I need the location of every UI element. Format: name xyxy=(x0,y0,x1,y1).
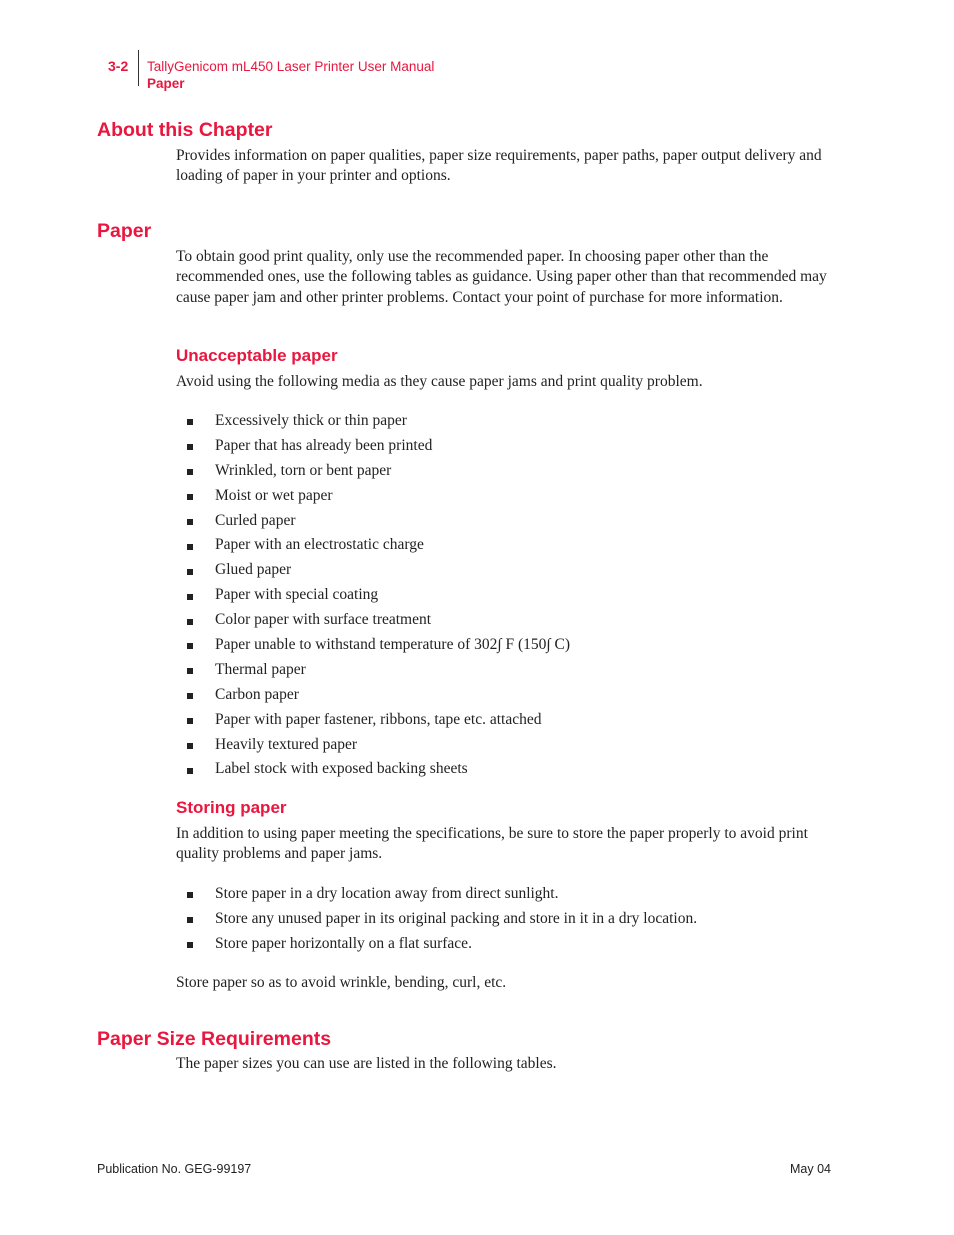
bullet-square-icon xyxy=(187,569,193,575)
paper-size-requirements-text: The paper sizes you can use are listed in the following tables. xyxy=(176,1055,557,1072)
list-item: Paper unable to withstand temperature of 302∫ F (150∫ C) xyxy=(176,633,570,658)
running-section-title: Paper xyxy=(147,76,185,91)
list-item: Wrinkled, torn or bent paper xyxy=(176,459,570,484)
bullet-square-icon xyxy=(187,494,193,500)
storing-paper-closing: Store paper so as to avoid wrinkle, bending, curl, etc. xyxy=(176,974,507,991)
bullet-square-icon xyxy=(187,743,193,749)
list-item: Label stock with exposed backing sheets xyxy=(176,757,570,782)
unacceptable-paper-list xyxy=(176,409,570,782)
bullet-square-icon xyxy=(187,917,193,923)
bullet-square-icon xyxy=(187,519,193,525)
publication-date: May 04 xyxy=(790,1162,831,1176)
bullet-square-icon xyxy=(187,718,193,724)
list-item: Heavily textured paper xyxy=(176,733,570,758)
bullet-square-icon xyxy=(187,444,193,450)
bullet-square-icon xyxy=(187,469,193,475)
about-chapter-heading: About this Chapter xyxy=(97,119,273,141)
list-item: Moist or wet paper xyxy=(176,484,570,509)
manual-title: TallyGenicom mL450 Laser Printer User Manual xyxy=(147,59,435,74)
list-item: Glued paper xyxy=(176,558,570,583)
unacceptable-paper-intro: Avoid using the following media as they cause paper jams and print quality problem. xyxy=(176,373,703,390)
about-chapter-text: Provides information on paper qualities, paper size requirements, paper paths, paper output delivery and loading of paper in your printer and options. xyxy=(176,147,822,185)
list-item: Curled paper xyxy=(176,509,570,534)
storing-paper-list xyxy=(176,881,697,956)
bullet-square-icon xyxy=(187,619,193,625)
list-item: Thermal paper xyxy=(176,658,570,683)
page-number: 3-2 xyxy=(108,58,129,74)
list-item: Carbon paper xyxy=(176,683,570,708)
bullet-square-icon xyxy=(187,942,193,948)
bullet-square-icon xyxy=(187,643,193,649)
bullet-square-icon xyxy=(187,693,193,699)
bullet-square-icon xyxy=(187,892,193,898)
list-item: Store any unused paper in its original packing and store in it in a dry location. xyxy=(176,906,697,931)
storing-paper-heading: Storing paper xyxy=(176,798,287,817)
list-item: Paper that has already been printed xyxy=(176,434,570,459)
paper-text: To obtain good print quality, only use the recommended paper. In choosing paper other than the recommended ones, use the following tables as guidance. Using paper other than that recommended may cause paper jam and other printer problems. Contact your point of purchase for more information. xyxy=(176,248,827,306)
list-item: Excessively thick or thin paper xyxy=(176,409,570,434)
unacceptable-paper-heading: Unacceptable paper xyxy=(176,346,338,365)
list-item: Color paper with surface treatment xyxy=(176,608,570,633)
list-item: Store paper horizontally on a flat surface. xyxy=(176,931,697,956)
list-item: Store paper in a dry location away from direct sunlight. xyxy=(176,881,697,906)
paper-size-requirements-heading: Paper Size Requirements xyxy=(97,1028,332,1050)
list-item: Paper with special coating xyxy=(176,583,570,608)
bullet-square-icon xyxy=(187,419,193,425)
paper-heading: Paper xyxy=(97,220,152,242)
bullet-square-icon xyxy=(187,594,193,600)
list-item: Paper with paper fastener, ribbons, tape etc. attached xyxy=(176,708,570,733)
header-divider xyxy=(138,50,139,86)
list-item: Paper with an electrostatic charge xyxy=(176,533,570,558)
bullet-square-icon xyxy=(187,768,193,774)
bullet-square-icon xyxy=(187,544,193,550)
storing-paper-intro: In addition to using paper meeting the specifications, be sure to store the paper properly to avoid print quality problems and paper jams. xyxy=(176,825,808,863)
bullet-square-icon xyxy=(187,668,193,674)
publication-number: Publication No. GEG-99197 xyxy=(97,1162,252,1176)
